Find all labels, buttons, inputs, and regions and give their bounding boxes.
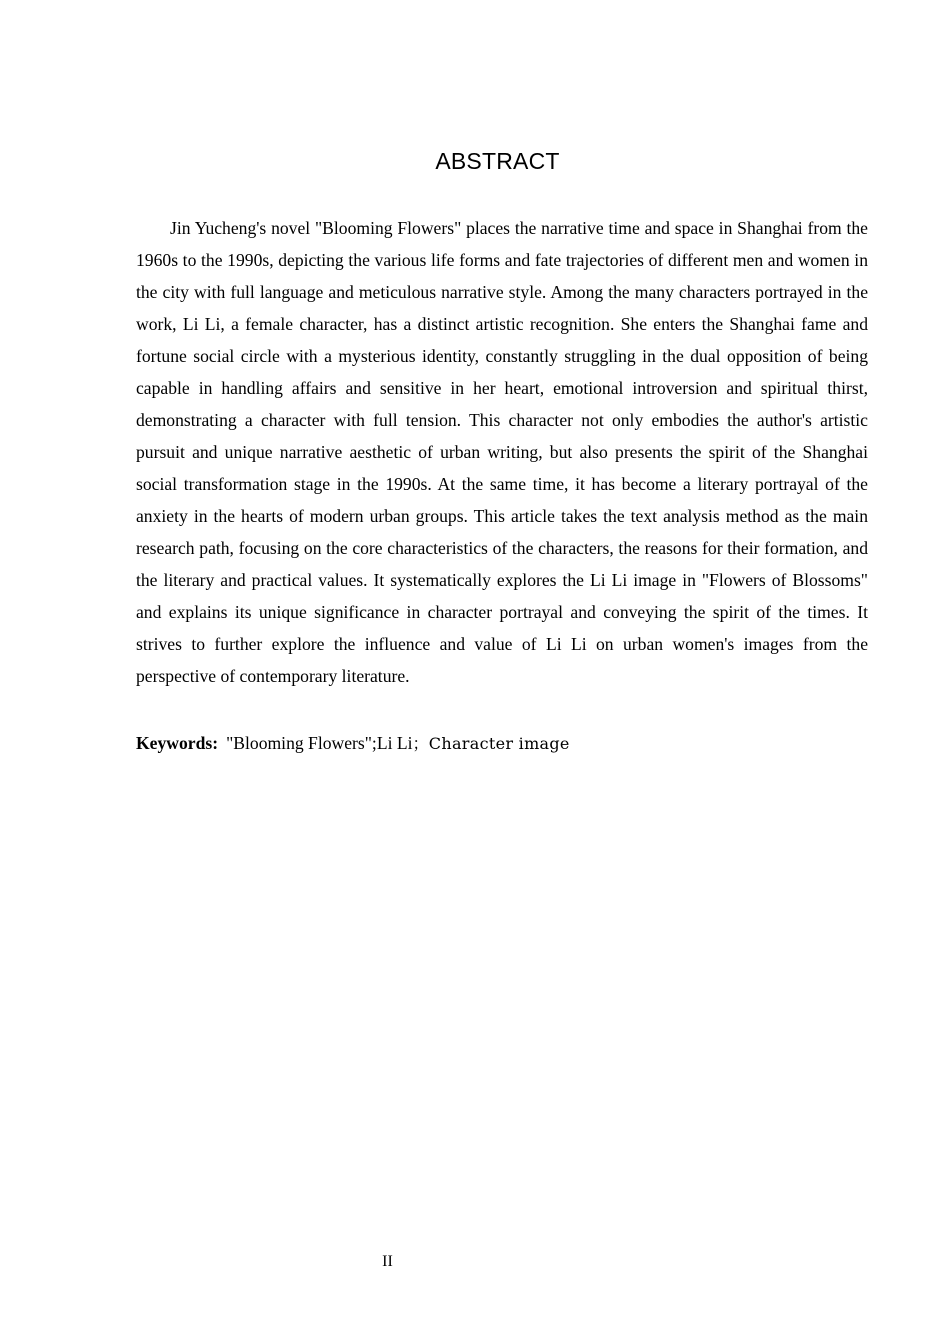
keywords-value-part2: ；Character image bbox=[412, 734, 570, 753]
abstract-title: ABSTRACT bbox=[435, 148, 560, 174]
keywords-value-part1: "Blooming Flowers";Li Li bbox=[226, 733, 413, 753]
abstract-paragraph: Jin Yucheng's novel "Blooming Flowers" places the narrative time and space in Shanghai from the 1960s to the 1990s, depicting the various life forms and fate trajectories of different men and women in the city with full language and meticulous narrative style. Among the many characters portrayed in the work, Li Li, a female character, has a distinct artistic recognition. She enters the Shanghai fame and fortune social circle with a mysterious identity, constantly struggling in the dual opposition of being capable in handling affairs and sensitive in her heart, emotional introversion and spiritual thirst, demonstrating a character with full tension. This character not only embodies the author's artistic pursuit and unique narrative aesthetic of urban writing, but also presents the spirit of the Shanghai social transformation stage in the 1990s. At the same time, it has become a literary portrayal of the anxiety in the hearts of modern urban groups. This article takes the text analysis method as the main research path, focusing on the core characteristics of the characters, the reasons for their formation, and the literary and practical values. It systematically explores the Li Li image in "Flowers of Blossoms" and explains its unique significance in character portrayal and conveying the spirit of the times. It strives to further explore the influence and value of Li Li on urban women's images from the perspective of contemporary literature. bbox=[136, 218, 868, 686]
page-number: II bbox=[382, 1253, 393, 1270]
keywords-label: Keywords: bbox=[136, 733, 219, 753]
keywords-line bbox=[136, 728, 868, 759]
